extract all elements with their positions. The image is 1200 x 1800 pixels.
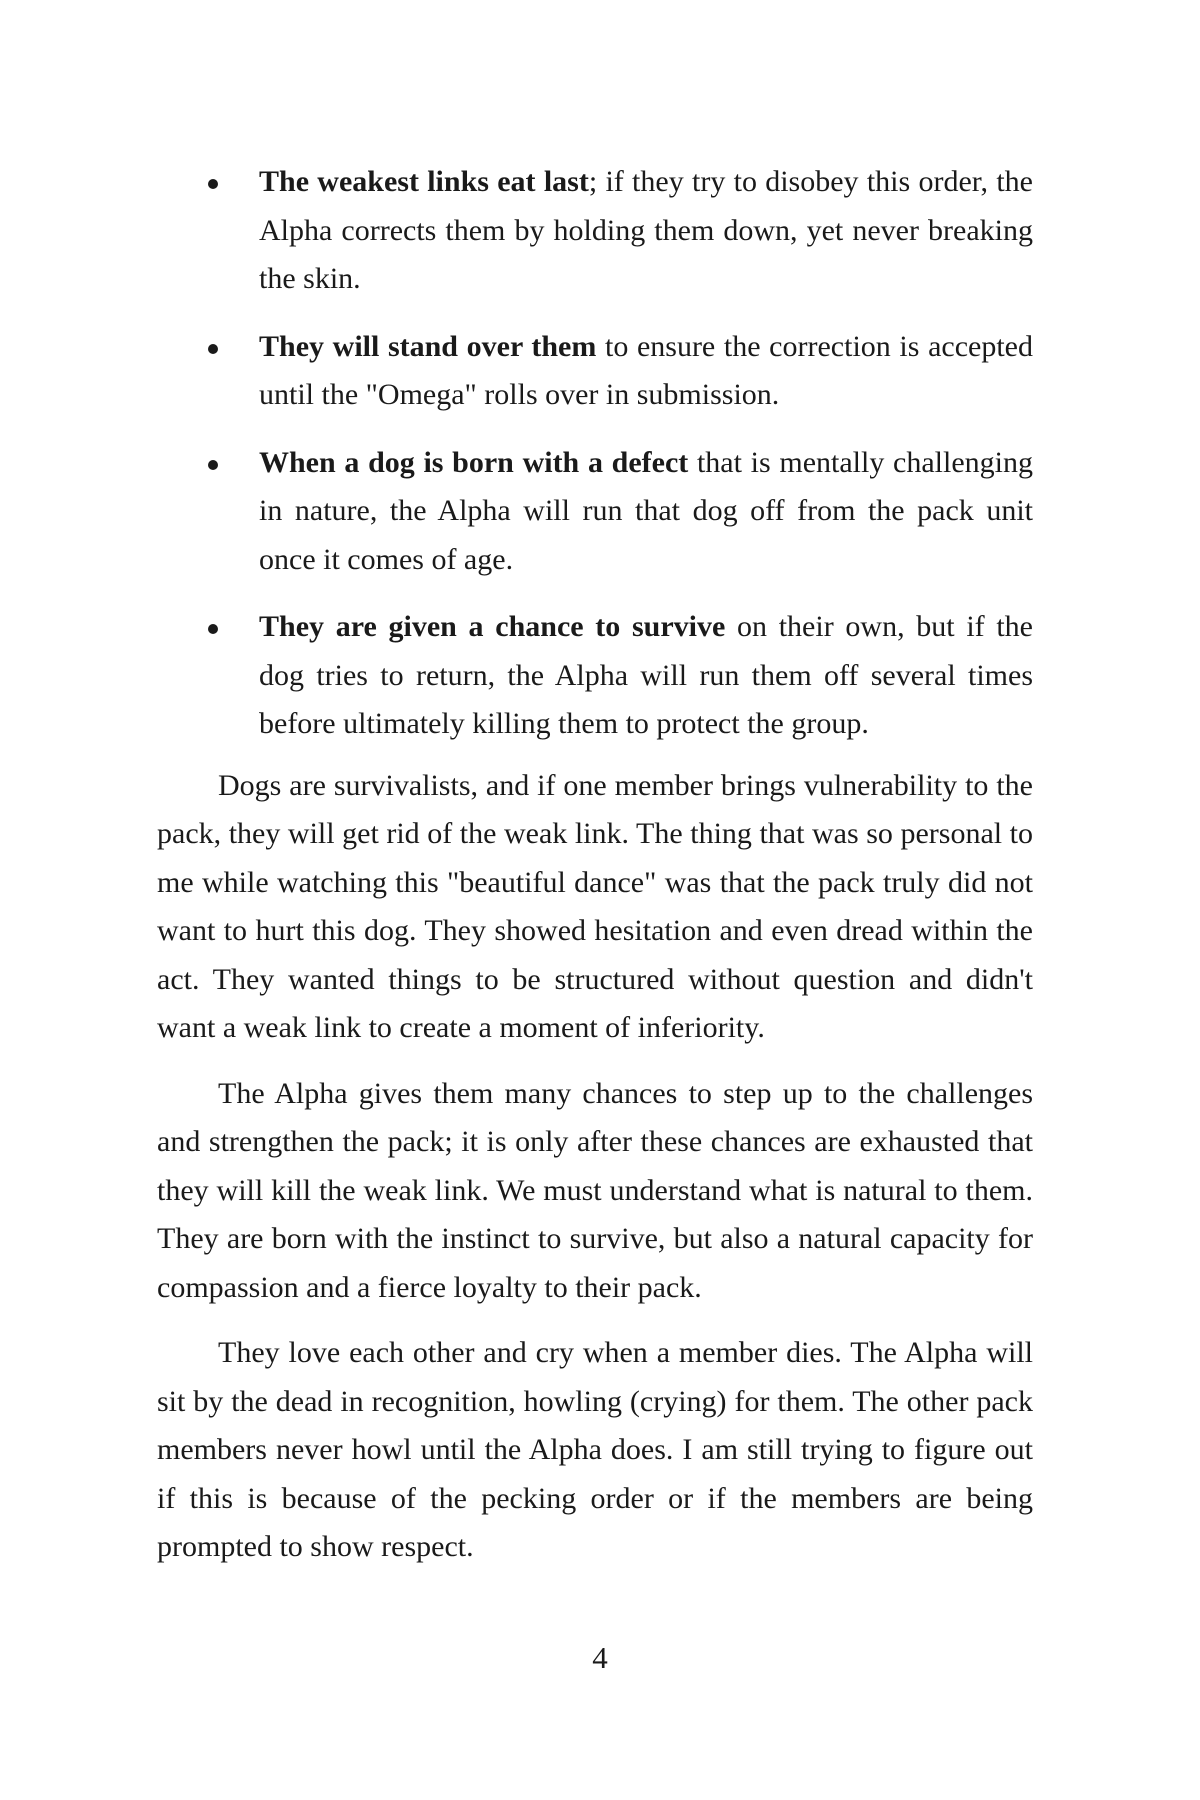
bullet-dot-icon (208, 624, 218, 634)
bullet-body-text: ; if they try to disobey this order, the Alpha corrects them by holding them down, yet never breaking the skin. (259, 165, 1033, 295)
bullet-body-text: on their own, but if the dog tries to return, the Alpha will run them off several times before ultimately killing them to protect the group. (259, 610, 1033, 740)
bullet-dot-icon (208, 344, 218, 354)
page-content (157, 158, 1033, 1589)
bullet-lead-text: The weakest links eat last (259, 165, 589, 198)
bullet-lead-text: When a dog is born with a defect (259, 445, 689, 479)
body-paragraph: Dogs are survivalists, and if one member brings vulnerability to the pack, they will get rid of the weak link. The thing that was so personal to me while watching this "beautiful dance" was that the pack truly did not want to hurt this dog. They showed hesitation and even dread within the act. They wanted things to be structured without question and didn't want a weak link to create a moment of inferiority. (157, 768, 1033, 1044)
bullet-dot-icon (208, 179, 218, 189)
bullet-item (157, 439, 1033, 585)
body-paragraph: The Alpha gives them many chances to step up to the challenges and strengthen the pack; it is only after these chances are exhausted that they will kill the weak link. We must understand what is natural to them. They are born with the instinct to survive, but also a natural capacity for compassion and a fierce loyalty to their pack. (157, 1076, 1033, 1304)
bullet-item (157, 323, 1033, 420)
body-paragraph: They love each other and cry when a member dies. The Alpha will sit by the dead in recognition, howling (crying) for them. The other pack members never howl until the Alpha does. I am still trying to figure out if this is because of the pecking order or if the members are being prompted to show respect. (157, 1336, 1033, 1563)
bullet-lead-text: They are given a chance to survive (259, 610, 726, 643)
bullet-body-text: to ensure the correction is accepted until the "Omega" rolls over in submission. (259, 329, 1033, 411)
body-paragraphs (157, 762, 1033, 1572)
bullet-list (157, 158, 1033, 749)
bullet-lead-text: They will stand over them (259, 329, 597, 363)
bullet-dot-icon (208, 460, 218, 470)
bullet-body-text: that is mentally challenging in nature, the Alpha will run that dog off from the pack unit once it comes of age. (259, 445, 1033, 576)
bullet-item (157, 603, 1033, 749)
page-number: 4 (592, 1640, 608, 1675)
bullet-item (157, 158, 1033, 304)
